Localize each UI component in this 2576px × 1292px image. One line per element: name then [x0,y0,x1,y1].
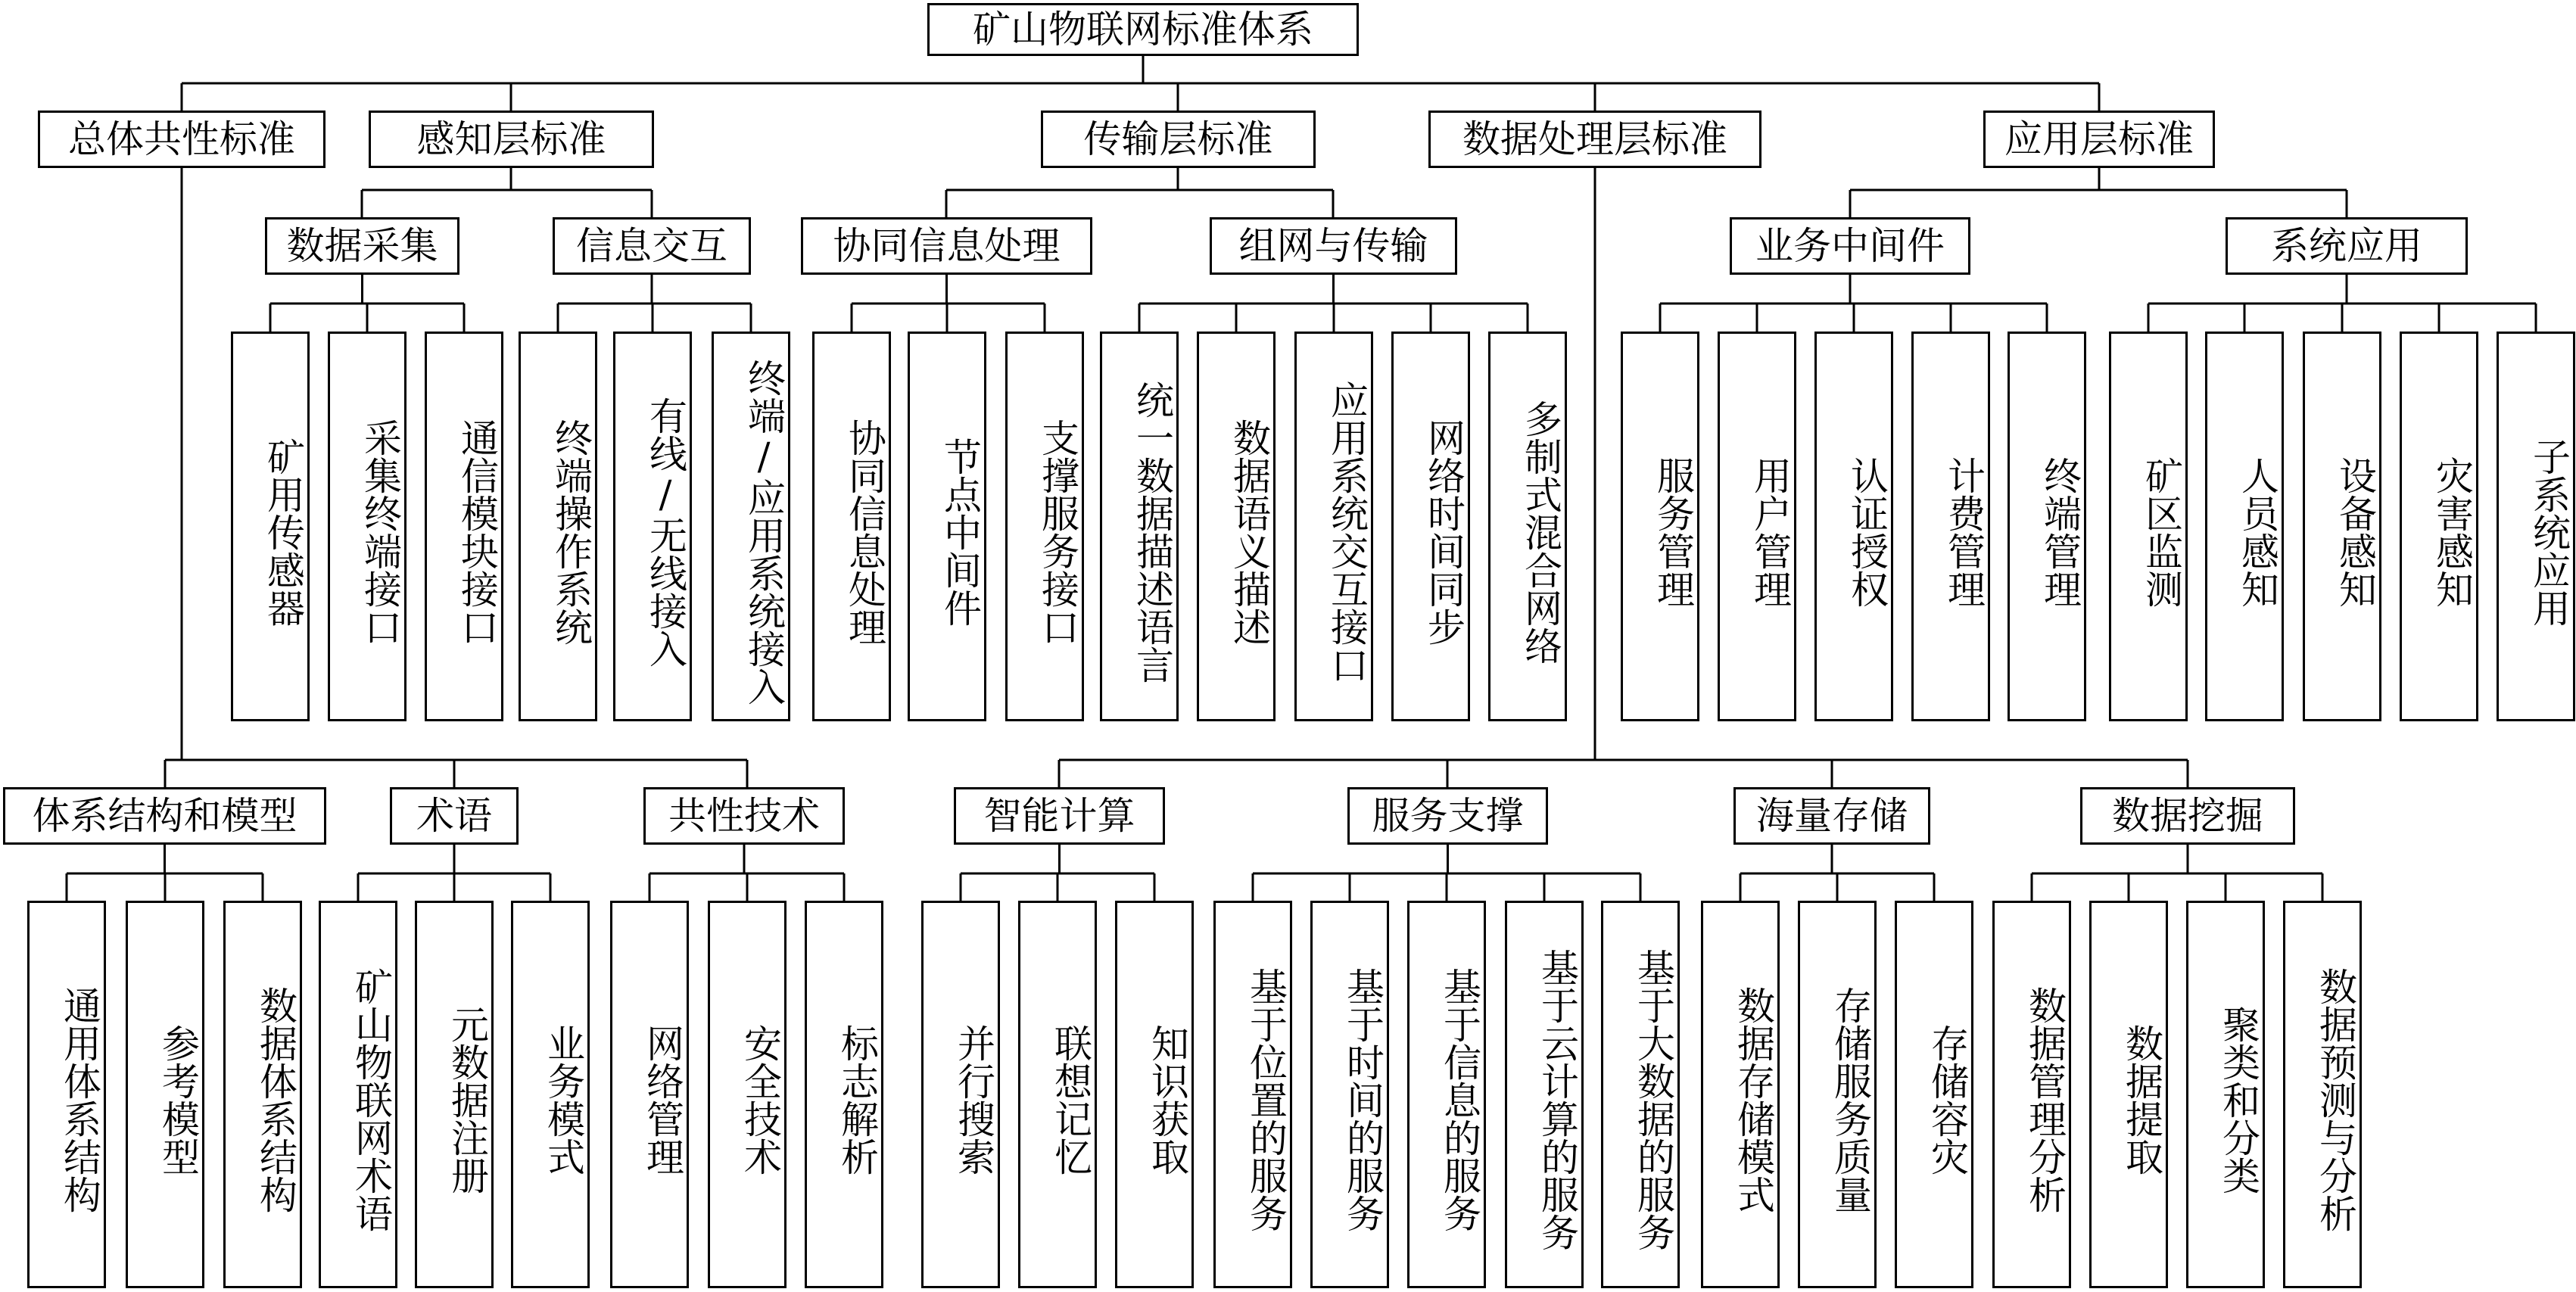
sub-service-item-0: 基于位置的服务 [1213,901,1292,1288]
sub-data-collection-item-2: 通信模块接口 [425,332,503,721]
sub-network-item-2: 应用系统交互接口 [1294,332,1373,721]
sub-storage-item-0: 数据存储模式 [1701,901,1780,1288]
sub-intelligent-item-0: 并行搜索 [921,901,1000,1288]
sub-network-item-0: 统一数据描述语言 [1100,332,1179,721]
sub-service-item-2: 基于信息的服务 [1407,901,1486,1288]
sub-info-exchange: 信息交互 [553,217,751,275]
sub-middleware: 业务中间件 [1730,217,1970,275]
group-transmission: 传输层标准 [1041,111,1316,168]
sub-info-exchange-item-0: 终端操作系统 [519,332,597,721]
sub-common-tech-item-2: 标志解析 [805,901,883,1288]
sub-middleware-item-3: 计费管理 [1911,332,1990,721]
group-perception: 感知层标准 [369,111,654,168]
sub-info-exchange-item-2: 终端/应用系统接入 [712,332,790,721]
sub-service: 服务支撑 [1347,787,1548,845]
sub-terms-item-0: 矿山物联网术语 [319,901,397,1288]
sub-network-item-3: 网络时间同步 [1391,332,1470,721]
sub-middleware-item-2: 认证授权 [1814,332,1893,721]
sub-collab-item-2: 支撑服务接口 [1005,332,1084,721]
sub-service-item-3: 基于云计算的服务 [1505,901,1584,1288]
sub-terms-item-1: 元数据注册 [415,901,494,1288]
sub-system-app-item-1: 人员感知 [2205,332,2284,721]
sub-service-item-1: 基于时间的服务 [1310,901,1389,1288]
sub-storage-item-1: 存储服务质量 [1798,901,1877,1288]
sub-system-app: 系统应用 [2226,217,2468,275]
sub-system-app-item-2: 设备感知 [2303,332,2381,721]
sub-terms: 术语 [390,787,519,845]
sub-mining-item-0: 数据管理分析 [1992,901,2071,1288]
sub-intelligent-item-2: 知识获取 [1115,901,1194,1288]
sub-common-tech-item-0: 网络管理 [610,901,689,1288]
sub-middleware-item-1: 用户管理 [1718,332,1796,721]
sub-data-collection-item-0: 矿用传感器 [231,332,310,721]
sub-mining-item-3: 数据预测与分析 [2283,901,2362,1288]
sub-storage: 海量存储 [1733,787,1930,845]
sub-common-tech: 共性技术 [643,787,845,845]
sub-architecture-item-0: 通用体系结构 [27,901,106,1288]
sub-system-app-item-4: 子系统应用 [2497,332,2575,721]
sub-middleware-item-0: 服务管理 [1621,332,1699,721]
sub-system-app-item-3: 灾害感知 [2400,332,2478,721]
sub-middleware-item-4: 终端管理 [2008,332,2086,721]
sub-network-item-4: 多制式混合网络 [1488,332,1567,721]
sub-terms-item-2: 业务模式 [511,901,590,1288]
group-data-processing: 数据处理层标准 [1428,111,1761,168]
sub-service-item-4: 基于大数据的服务 [1601,901,1680,1288]
sub-architecture-item-1: 参考模型 [126,901,204,1288]
sub-data-collection-item-1: 采集终端接口 [328,332,406,721]
sub-collab-item-1: 节点中间件 [908,332,986,721]
sub-network-item-1: 数据语义描述 [1197,332,1276,721]
sub-storage-item-2: 存储容灾 [1895,901,1973,1288]
sub-collab-item-0: 协同信息处理 [812,332,891,721]
sub-data-collection: 数据采集 [265,217,459,275]
sub-system-app-item-0: 矿区监测 [2109,332,2188,721]
sub-architecture: 体系结构和模型 [3,787,326,845]
sub-intelligent-item-1: 联想记忆 [1018,901,1097,1288]
sub-mining-item-1: 数据提取 [2089,901,2168,1288]
sub-intelligent: 智能计算 [954,787,1165,845]
sub-collab: 协同信息处理 [801,217,1092,275]
sub-network: 组网与传输 [1210,217,1457,275]
sub-mining-item-2: 聚类和分类 [2186,901,2265,1288]
sub-info-exchange-item-1: 有线/无线接入 [613,332,692,721]
root-title: 矿山物联网标准体系 [927,3,1359,56]
group-application: 应用层标准 [1983,111,2215,168]
group-overall: 总体共性标准 [38,111,326,168]
sub-common-tech-item-1: 安全技术 [708,901,787,1288]
sub-mining: 数据挖掘 [2080,787,2295,845]
sub-architecture-item-2: 数据体系结构 [223,901,302,1288]
